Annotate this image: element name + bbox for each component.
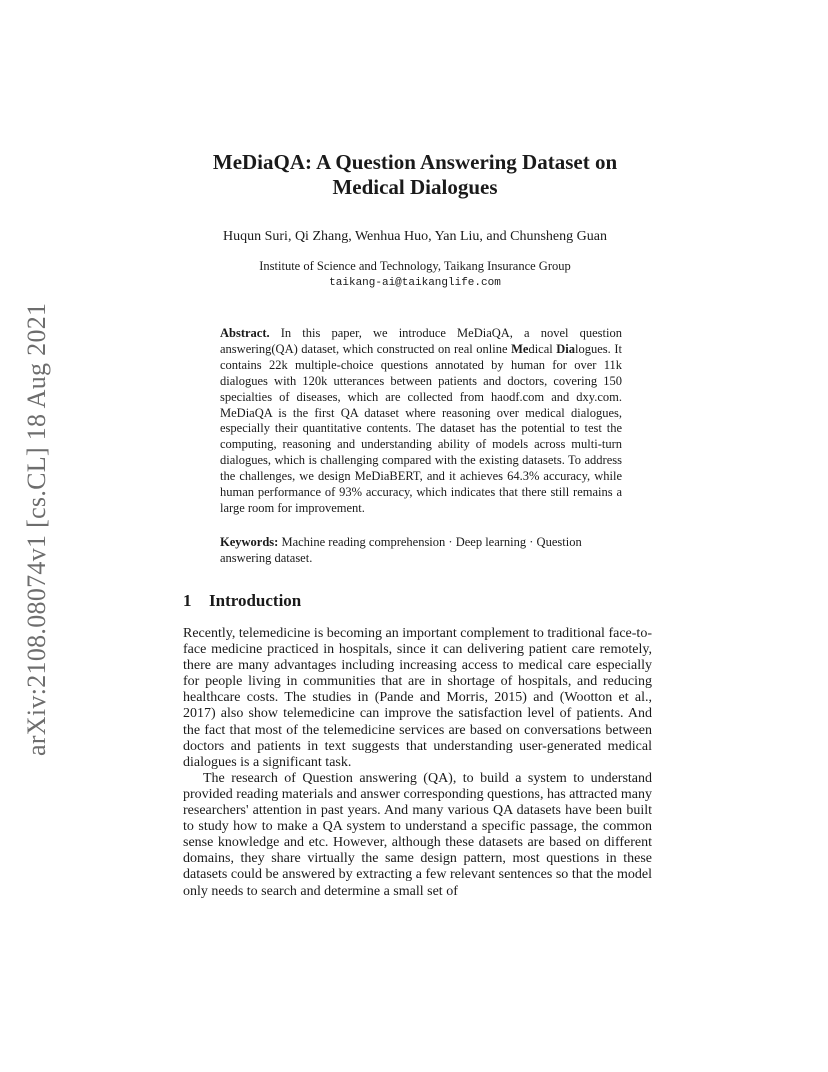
arxiv-identifier-stamp: arXiv:2108.08074v1 [cs.CL] 18 Aug 2021 xyxy=(22,302,51,756)
paper-title xyxy=(170,150,660,200)
abstract-bold-dia: Dia xyxy=(556,341,576,356)
paragraph: The research of Question answering (QA), to build a system to understand provided reading materials and answer corresponding questions, has attracted many researchers' attention in past years. And many various QA datasets have been built to study how to make a QA system to understand a specific passage, the common sense knowledge and etc. However, although these datasets are based on different domains, they share virtually the same design pattern, most questions in these datasets could be answered by extracting a few relevant sentences so that the model only needs to search and determine a small set of xyxy=(183,770,652,899)
section-heading xyxy=(183,591,301,611)
paragraph: Recently, telemedicine is becoming an important complement to traditional face-to-face medicine practiced in hospitals, since it can delivering patient care remotely, there are many advantages including increasing access to medical care especially for people living in communities that are in shortage of hospitals, and reducing healthcare costs. The studies in (Pande and Morris, 2015) and (Wootton et al., 2017) also show telemedicine can improve the satisfaction level of patients. And the fact that most of the telemedicine services are based on conversations between doctors and patients in text suggests that understanding user-generated medical dialogues is a significant task. xyxy=(183,626,652,770)
section-body xyxy=(183,626,652,900)
contact-email: taikang-ai@taikanglife.com xyxy=(329,277,501,289)
title-line-2: Medical Dialogues xyxy=(332,175,498,199)
keywords-label: Keywords: xyxy=(220,535,279,549)
affiliation-block xyxy=(140,258,690,292)
abstract-label: Abstract. xyxy=(220,326,270,340)
section-number: 1 xyxy=(183,591,192,610)
affiliation: Institute of Science and Technology, Taikang Insurance Group xyxy=(259,259,571,273)
abstract-bold-me: Me xyxy=(511,341,529,356)
abstract-text-a: In this paper, we introduce MeDiaQA, a novel question answering(QA) dataset, which constructed on real online xyxy=(220,326,622,356)
abstract-text-c: logues. It contains 22k multiple-choice questions annotated by human for over 11k dialogues with 120k utterances between patients and doctors, covering 150 specialties of diseases, which are collected from haodf.com and dxy.com. MeDiaQA is the first QA dataset where reasoning over medical dialogues, especially their quantitative contents. The dataset has the potential to test the computing, reasoning and understanding ability of models across multi-turn dialogues, which is challenging compared with the existing datasets. To address the challenges, we design MeDiaBERT, and it achieves 64.3% accuracy, while human performance of 93% accuracy, which indicates that there still remains a large room for improvement. xyxy=(220,341,622,515)
abstract-text-b: dical xyxy=(528,341,557,356)
keywords-text: Machine reading comprehension · Deep learning · Question answering dataset. xyxy=(220,535,582,565)
section-title: Introduction xyxy=(209,591,302,610)
keywords xyxy=(220,535,622,567)
author-list: Huqun Suri, Qi Zhang, Wenhua Huo, Yan Liu, and Chunsheng Guan xyxy=(223,229,607,244)
abstract xyxy=(220,326,622,517)
title-line-1: MeDiaQA: A Question Answering Dataset on xyxy=(212,150,618,174)
